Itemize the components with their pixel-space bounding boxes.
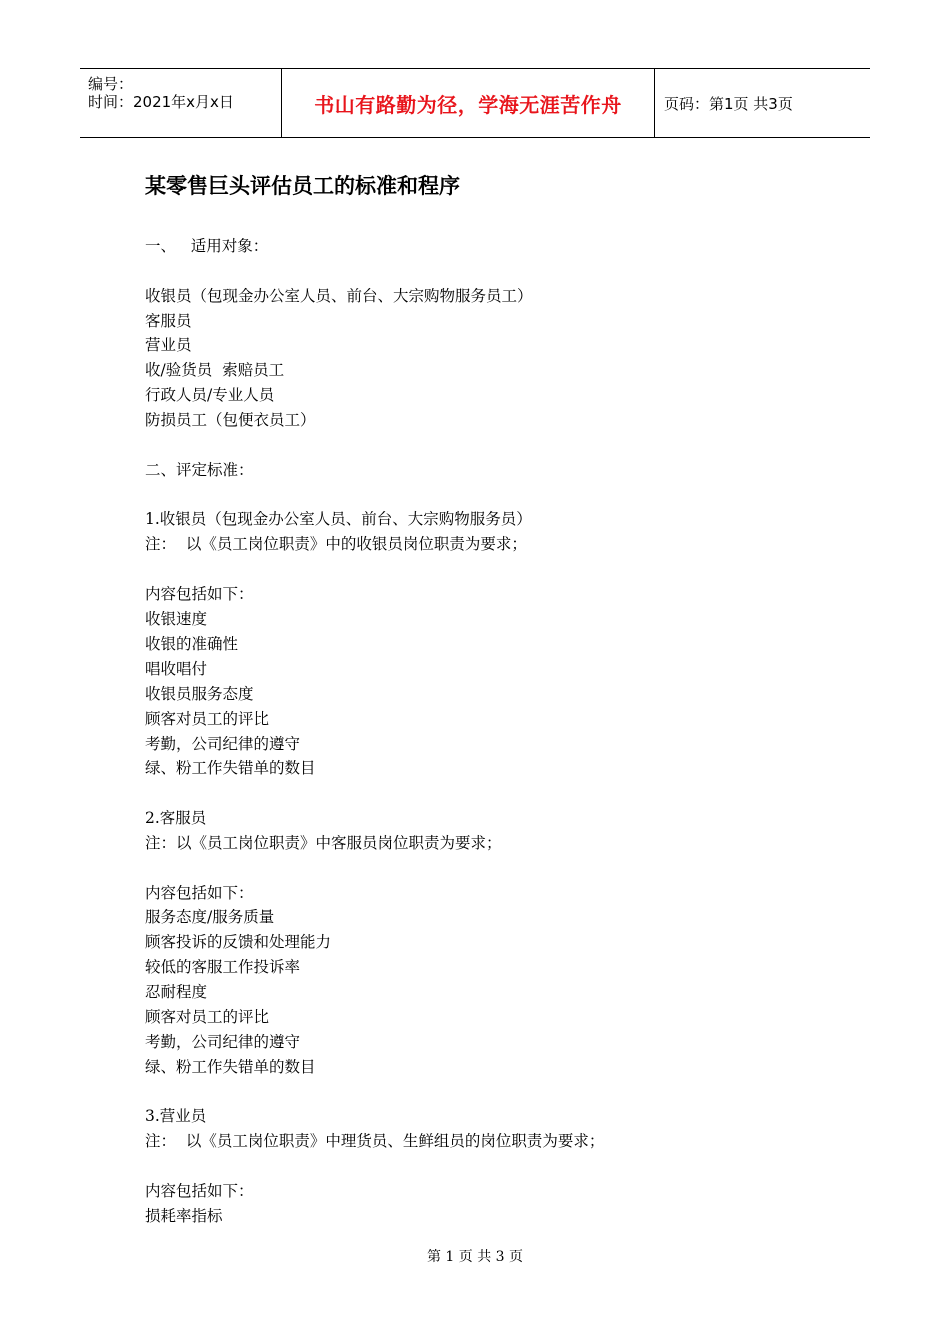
section-heading: 二、评定标准： — [145, 461, 254, 479]
body-line: 收银的准确性 — [145, 635, 239, 653]
body-line: 收银速度 — [145, 610, 208, 628]
subsection-heading: 1.收银员（包现金办公室人员、前台、大宗购物服务员） — [145, 510, 532, 528]
body-line: 顾客投诉的反馈和处理能力 — [145, 933, 332, 951]
body-line: 考勤，公司纪律的遵守 — [145, 1033, 301, 1051]
header-motto-cell — [281, 69, 655, 137]
page-header — [80, 68, 870, 138]
subsection-heading: 3.营业员 — [145, 1107, 207, 1125]
body-line: 内容包括如下： — [145, 585, 254, 603]
section-heading: 一、 适用对象： — [145, 237, 269, 255]
header-page-cell — [654, 69, 870, 137]
document-time: 时间：2021年x月x日 — [88, 93, 234, 111]
body-line: 顾客对员工的评比 — [145, 710, 270, 728]
body-line: 客服员 — [145, 312, 192, 330]
body-line: 内容包括如下： — [145, 884, 254, 902]
body-line: 较低的客服工作投诉率 — [145, 958, 301, 976]
body-line: 营业员 — [145, 336, 192, 354]
note-line: 注： 以《员工岗位职责》中理货员、生鲜组员的岗位职责为要求； — [145, 1132, 605, 1150]
document-number-label: 编号： — [88, 75, 134, 93]
body-line: 行政人员/专业人员 — [145, 386, 275, 404]
header-motto: 书山有路勤为径，学海无涯苦作舟 — [314, 92, 622, 117]
body-line: 收银员（包现金办公室人员、前台、大宗购物服务员工） — [145, 287, 533, 305]
subsection-heading: 2.客服员 — [145, 809, 207, 827]
note-line: 注：以《员工岗位职责》中客服员岗位职责为要求； — [145, 834, 502, 852]
body-line: 服务态度/服务质量 — [145, 908, 275, 926]
body-line: 绿、粉工作失错单的数目 — [145, 759, 316, 777]
body-line: 顾客对员工的评比 — [145, 1008, 270, 1026]
header-page-info: 页码：第1页 共3页 — [664, 94, 793, 113]
body-line: 收/验货员 索赔员工 — [145, 361, 285, 379]
body-line: 唱收唱付 — [145, 660, 208, 678]
body-line: 绿、粉工作失错单的数目 — [145, 1058, 316, 1076]
body-line: 忍耐程度 — [145, 983, 208, 1001]
header-meta — [80, 69, 280, 137]
body-line: 内容包括如下： — [145, 1182, 254, 1200]
body-line: 考勤，公司纪律的遵守 — [145, 735, 301, 753]
note-line: 注： 以《员工岗位职责》中的收银员岗位职责为要求； — [145, 535, 527, 553]
body-line: 收银员服务态度 — [145, 685, 254, 703]
page-footer: 第 1 页 共 3 页 — [426, 1249, 524, 1265]
body-line: 损耗率指标 — [145, 1207, 223, 1225]
document-title: 某零售巨头评估员工的标准和程序 — [145, 174, 460, 198]
body-line: 防损员工（包便衣员工） — [145, 411, 316, 429]
